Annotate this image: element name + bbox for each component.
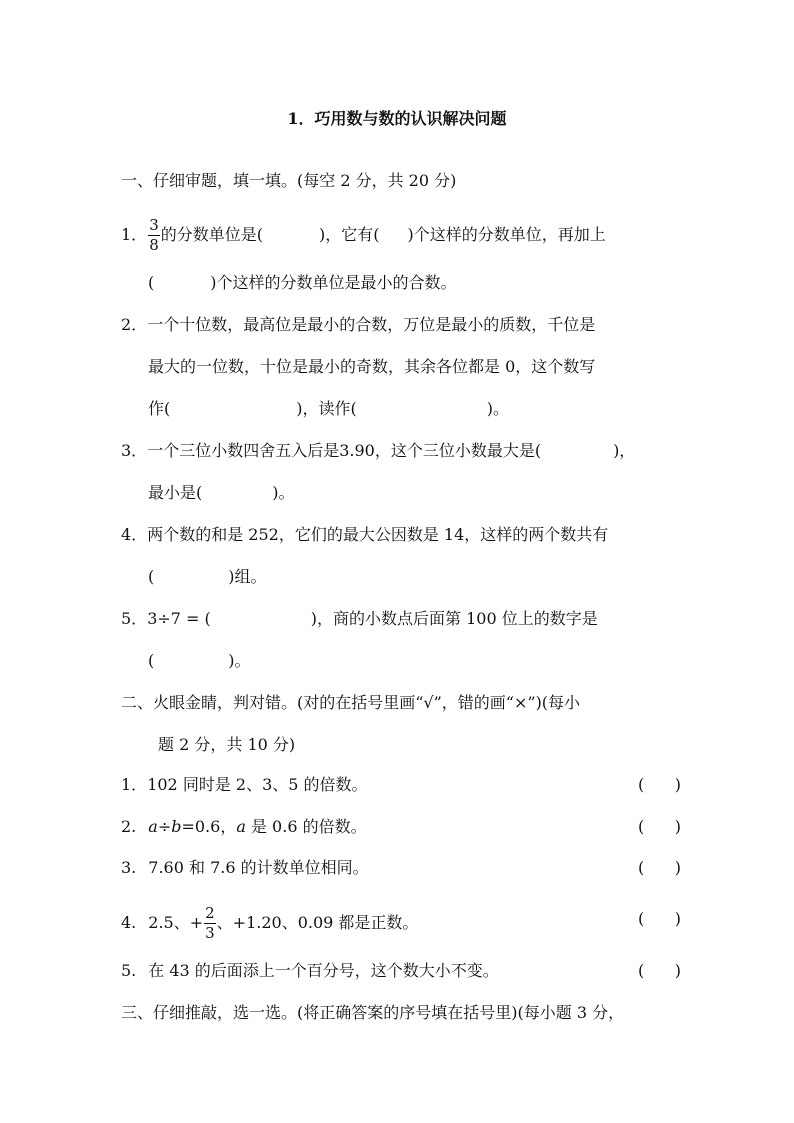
question-text: 最小是( [148,483,203,502]
question-text: )， [613,441,636,460]
answer-parentheses[interactable]: ( ) [638,775,681,794]
question-text: ( [148,651,155,670]
judge-item-5 [121,958,681,984]
variable: a [236,817,246,836]
question-text: 是 0.6 的倍数。 [245,817,367,836]
fraction: $\frac{2}{3}$ [205,904,215,942]
answer-parentheses[interactable]: ( ) [638,858,681,877]
section2-heading: 二、火眼金睛，判对错。(对的在括号里画“√”，错的画“×”)(每小 [121,693,581,712]
question-text: )。 [228,651,251,670]
question-text: )，商的小数点后面第 100 位上的数字是 [310,609,598,628]
question-number: 4． [121,525,148,544]
question-text: )。 [486,399,509,418]
answer-parentheses[interactable]: ( ) [638,909,681,928]
question-text: 一个三位小数四舍五入后是3.90，这个三位小数最大是( [147,441,542,460]
operator: ÷ [157,817,172,836]
judge-item-4 [121,904,681,942]
question-1 [121,216,681,254]
fraction: $\frac{3}{8}$ [149,216,159,254]
page-title: 1．巧用数与数的认识解决问题 [287,109,507,128]
question-text: 、+1.20、0.09 都是正数。 [216,913,419,932]
question-3-line2 [148,480,708,506]
question-number: 1． [121,775,148,794]
question-text: )个这样的分数单位是最小的合数。 [210,273,457,292]
question-number: 3． [121,441,148,460]
question-number: 3. [121,858,137,877]
question-5 [121,606,681,632]
question-2-line3 [148,396,708,422]
question-3 [121,438,681,464]
question-text: 3÷7 = ( [147,609,211,628]
section1-heading: 一、仔细审题，填一填。(每空 2 分，共 20 分) [121,171,457,190]
question-text: )，它有( [318,225,380,244]
question-2 [121,312,681,338]
judge-item-2 [121,814,681,840]
answer-parentheses[interactable]: ( ) [638,961,681,980]
question-text: ( [148,567,155,586]
section3-heading: 三、仔细推敲，选一选。(将正确答案的序号填在括号里)(每小题 3 分， [121,1003,625,1022]
question-text: )个这样的分数单位，再加上 [407,225,606,244]
question-text: ( [148,273,155,292]
question-text: 一个十位数，最高位是最小的合数，万位是最小的质数，千位是 [147,315,596,334]
section2-heading-line2: 题 2 分，共 10 分) [158,735,296,754]
answer-parentheses[interactable]: ( ) [638,817,681,836]
question-1-line2 [148,270,708,296]
question-text: )组。 [228,567,267,586]
judge-item-3 [121,855,681,881]
question-text: 两个数的和是 252，它们的最大公因数是 14，这样的两个数共有 [147,525,609,544]
question-number: 2． [121,315,148,334]
question-number: 5. [121,961,137,980]
variable: a [148,817,158,836]
question-text: 7.60 和 7.6 的计数单位相同。 [148,858,369,877]
question-number: 4. [121,913,137,932]
question-4 [121,522,681,548]
question-4-line2 [148,564,708,590]
question-text: )，读作( [296,399,357,418]
question-text: )。 [272,483,295,502]
question-text: 2.5、+ [148,913,204,932]
question-number: 1． [121,225,148,244]
judge-item-1 [121,772,681,798]
question-2-line2: 最大的一位数，十位是最小的奇数，其余各位都是 0，这个数写 [148,357,596,376]
question-number: 2. [121,817,137,836]
question-text: =0.6， [181,817,237,836]
question-number: 5． [121,609,148,628]
question-text: 作( [148,399,171,418]
question-text: 的分数单位是( [160,225,263,244]
question-text: 在 43 的后面添上一个百分号，这个数大小不变。 [148,961,499,980]
question-5-line2 [148,648,708,674]
variable: b [171,817,182,836]
question-text: 102 同时是 2、3、5 的倍数。 [147,775,368,794]
